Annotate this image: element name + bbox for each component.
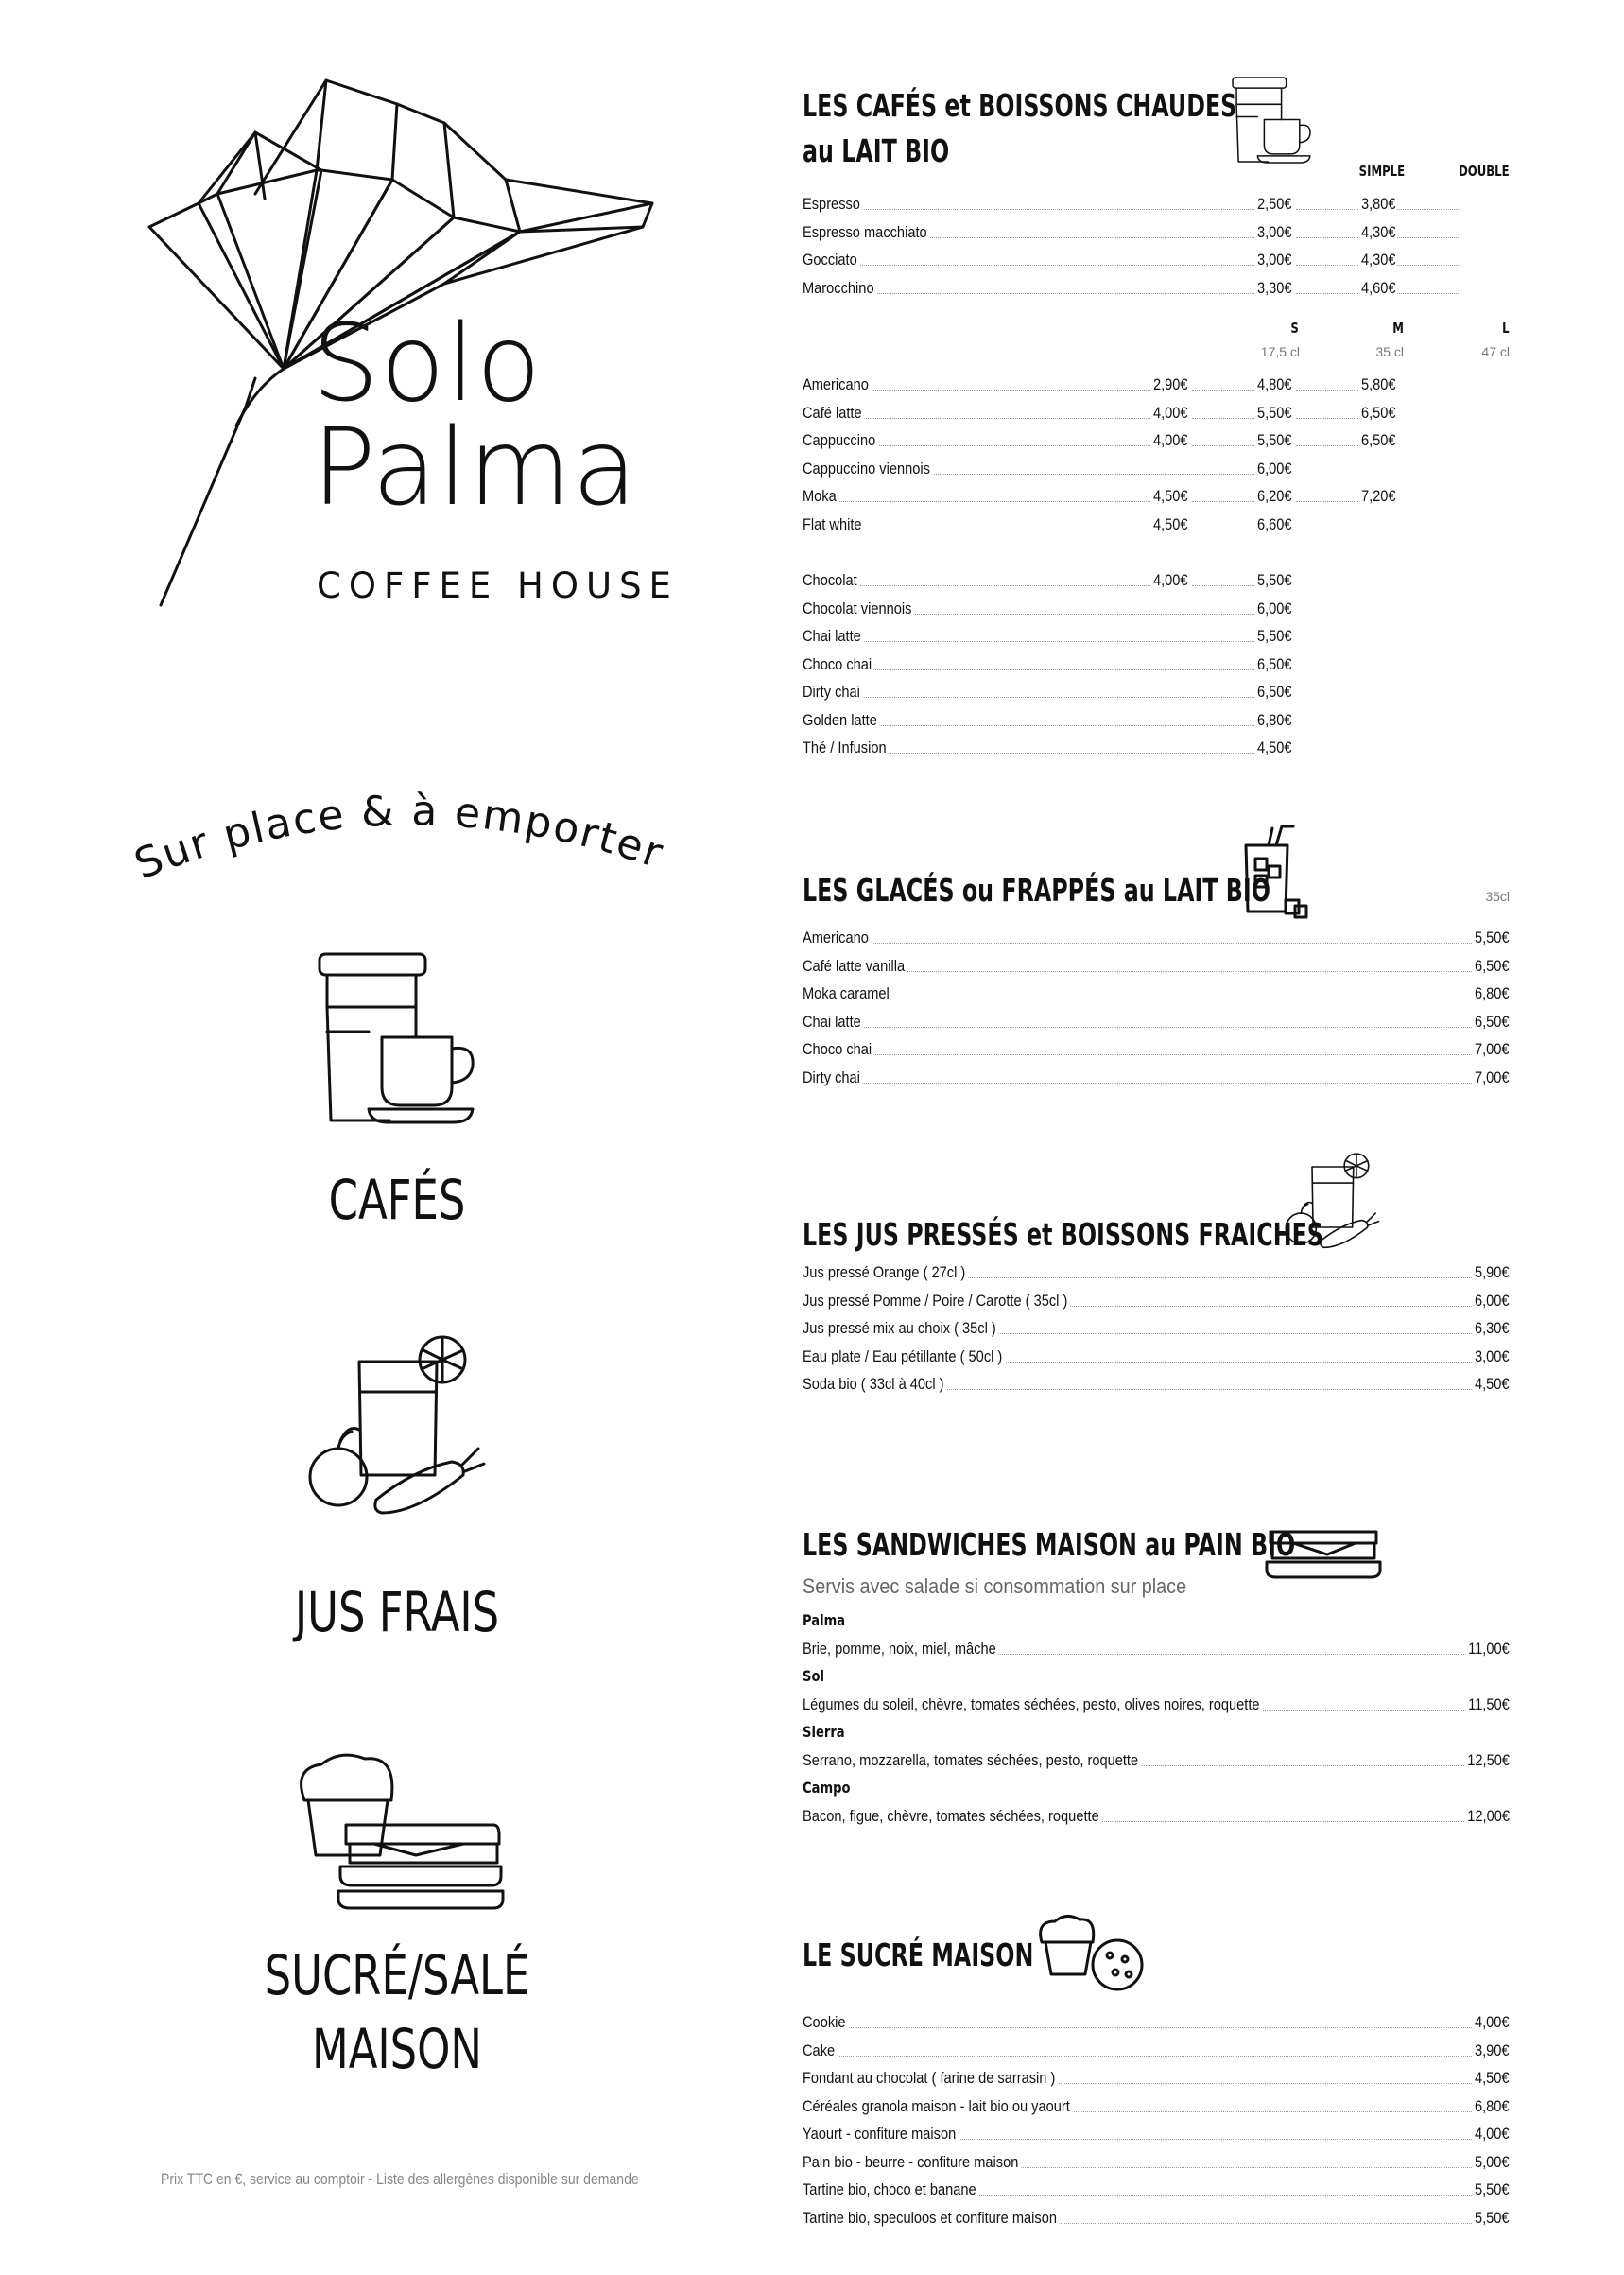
item-price: 5,50€ bbox=[1473, 2180, 1510, 2199]
item-name: Marocchino bbox=[803, 279, 876, 298]
coffee-cups-icon bbox=[1229, 76, 1320, 166]
menu-row bbox=[803, 2205, 1510, 2233]
menu-row bbox=[803, 456, 1510, 484]
item-name: Cappuccino viennois bbox=[803, 460, 933, 478]
menu-row bbox=[803, 191, 1510, 219]
sandwich-group bbox=[803, 1663, 1510, 1692]
item-name: Tartine bio, speculoos et confiture maison bbox=[803, 2209, 1060, 2228]
item-price: 7,00€ bbox=[1473, 1068, 1510, 1087]
menu-row bbox=[803, 1803, 1510, 1832]
menu-row bbox=[803, 1036, 1510, 1065]
item-name: Dirty chai bbox=[803, 683, 863, 702]
menu-row bbox=[803, 1371, 1510, 1399]
menu-row bbox=[803, 1065, 1510, 1093]
section-title-jus: LES JUS PRESSÉS et BOISSONS FRAICHES bbox=[803, 1216, 1323, 1253]
brand-name-line1: Solo bbox=[312, 303, 543, 425]
item-price-m: 6,80€ bbox=[1255, 711, 1292, 730]
category-label-sucre-sale bbox=[112, 1938, 682, 2086]
menu-row bbox=[803, 925, 1510, 953]
item-name: Fondant au chocolat ( farine de sarrasin ) bbox=[803, 2069, 1058, 2088]
item-price-m: 4,50€ bbox=[1255, 738, 1292, 757]
other-hot-drinks-list bbox=[803, 567, 1510, 763]
item-price-l: 7,20€ bbox=[1359, 487, 1396, 506]
item-price: 4,00€ bbox=[1473, 2125, 1510, 2144]
item-price-m: 6,20€ bbox=[1255, 487, 1292, 506]
menu-row bbox=[803, 2009, 1510, 2038]
item-name: Bacon, figue, chèvre, tomates séchées, roquette bbox=[803, 1807, 1101, 1826]
item-name: Choco chai bbox=[803, 655, 874, 674]
item-price: 5,00€ bbox=[1473, 2153, 1510, 2172]
item-price-m: 5,50€ bbox=[1255, 431, 1292, 450]
item-price: 4,50€ bbox=[1473, 2069, 1510, 2088]
menu-row bbox=[803, 679, 1510, 707]
item-price-simple: 3,00€ bbox=[1255, 251, 1292, 269]
item-name: Americano bbox=[803, 929, 871, 947]
brand-name-line2: Palma bbox=[312, 407, 638, 530]
menu-row bbox=[803, 1747, 1510, 1776]
motto-text: Sur place & à emporter bbox=[128, 787, 670, 890]
menu-row bbox=[803, 1636, 1510, 1664]
muffin-sandwich-icon bbox=[284, 1749, 501, 1938]
brand-name bbox=[312, 303, 638, 530]
iced-drink-icon bbox=[1240, 825, 1308, 919]
item-price-double: 4,30€ bbox=[1359, 251, 1396, 269]
item-price-simple: 2,50€ bbox=[1255, 195, 1292, 214]
menu-row bbox=[803, 2121, 1510, 2149]
section-title-cafes-line2: au LAIT BIO bbox=[803, 132, 950, 169]
menu-row bbox=[803, 567, 1510, 596]
brand-tagline: COFFEE HOUSE bbox=[317, 565, 679, 606]
menu-row bbox=[803, 596, 1510, 624]
item-name: Chai latte bbox=[803, 627, 863, 646]
menu-row bbox=[803, 1009, 1510, 1037]
item-price-double: 4,30€ bbox=[1359, 223, 1396, 242]
col-head-size-s: S bbox=[1290, 320, 1299, 337]
item-name: Cake bbox=[803, 2041, 838, 2060]
juice-fruit-icon bbox=[302, 1333, 501, 1532]
menu-row bbox=[803, 400, 1510, 428]
menu-row bbox=[803, 2093, 1510, 2122]
item-price: 3,00€ bbox=[1473, 1347, 1510, 1366]
item-price-s: 4,00€ bbox=[1151, 431, 1188, 450]
item-name: Soda bio ( 33cl à 40cl ) bbox=[803, 1375, 946, 1394]
footer-note: Prix TTC en €, service au comptoir - Liste des allergènes disponible sur demande bbox=[161, 2171, 639, 2188]
menu-row bbox=[803, 219, 1510, 248]
menu-row bbox=[803, 2065, 1510, 2093]
item-price-m: 6,00€ bbox=[1255, 460, 1292, 478]
item-name: Légumes du soleil, chèvre, tomates séchées, pesto, olives noires, roquette bbox=[803, 1695, 1262, 1714]
item-name: Jus pressé Orange ( 27cl ) bbox=[803, 1263, 968, 1282]
menu-row bbox=[803, 427, 1510, 456]
item-price: 6,80€ bbox=[1473, 984, 1510, 1003]
item-price-m: 5,50€ bbox=[1255, 627, 1292, 646]
menu-row bbox=[803, 247, 1510, 275]
juices-list bbox=[803, 1259, 1510, 1399]
item-price: 6,00€ bbox=[1473, 1292, 1510, 1311]
item-name: Chai latte bbox=[803, 1013, 863, 1032]
item-price: 6,50€ bbox=[1473, 1013, 1510, 1032]
menu-row bbox=[803, 275, 1510, 304]
menu-row bbox=[803, 623, 1510, 651]
espresso-list bbox=[803, 191, 1510, 303]
svg-text:Sur place & à emporter bbox=[129, 787, 670, 889]
item-price-s: 4,00€ bbox=[1151, 404, 1188, 423]
sandwich-group bbox=[803, 1607, 1510, 1636]
menu-row bbox=[803, 1692, 1510, 1720]
item-name: Jus pressé mix au choix ( 35cl ) bbox=[803, 1319, 998, 1338]
item-name: Cappuccino bbox=[803, 431, 878, 450]
sandwich-group-name: Campo bbox=[803, 1779, 851, 1797]
category-label-sucre-sale-line2: MAISON bbox=[311, 2017, 483, 2081]
item-price-m: 6,50€ bbox=[1255, 655, 1292, 674]
item-name: Chocolat viennois bbox=[803, 599, 914, 618]
sandwich-group-name: Sierra bbox=[803, 1723, 845, 1741]
section-subtitle-sandwiches: Servis avec salade si consommation sur place bbox=[803, 1574, 1187, 1598]
sandwich-group bbox=[803, 1775, 1510, 1803]
item-price-m: 6,60€ bbox=[1255, 515, 1292, 534]
sandwich-group-name: Palma bbox=[803, 1611, 846, 1629]
item-name: Golden latte bbox=[803, 711, 879, 730]
item-price-m: 6,00€ bbox=[1255, 599, 1292, 618]
section-title-sandwiches: LES SANDWICHES MAISON au PAIN BIO bbox=[803, 1526, 1296, 1563]
item-name: Chocolat bbox=[803, 571, 859, 590]
item-price: 12,50€ bbox=[1465, 1751, 1510, 1770]
item-name: Brie, pomme, noix, miel, mâche bbox=[803, 1640, 998, 1658]
category-label-cafes: CAFÉS bbox=[328, 1168, 466, 1232]
item-price: 11,50€ bbox=[1466, 1695, 1510, 1714]
glaces-volume: 35cl bbox=[1485, 889, 1510, 904]
item-name: Espresso macchiato bbox=[803, 223, 929, 242]
menu-row bbox=[803, 707, 1510, 736]
item-name: Yaourt - confiture maison bbox=[803, 2125, 959, 2144]
menu-row bbox=[803, 2177, 1510, 2205]
item-name: Cookie bbox=[803, 2013, 848, 2032]
menu-row bbox=[803, 953, 1510, 981]
sweets-list bbox=[803, 2009, 1510, 2232]
milk-drinks-list bbox=[803, 372, 1510, 539]
category-label-jus: JUS FRAIS bbox=[294, 1580, 500, 1644]
item-name: Serrano, mozzarella, tomates séchées, pesto, roquette bbox=[803, 1751, 1141, 1770]
item-price-simple: 3,30€ bbox=[1255, 279, 1292, 298]
col-head-size-m: M bbox=[1392, 320, 1404, 337]
menu-row bbox=[803, 1344, 1510, 1372]
item-name: Americano bbox=[803, 375, 871, 394]
col-sub-vol-l: 47 cl bbox=[1481, 344, 1510, 359]
menu-row bbox=[803, 651, 1510, 680]
item-name: Tartine bio, choco et banane bbox=[803, 2180, 978, 2199]
item-name: Choco chai bbox=[803, 1040, 874, 1059]
item-price-m: 5,50€ bbox=[1255, 404, 1292, 423]
item-name: Flat white bbox=[803, 515, 864, 534]
item-name: Moka bbox=[803, 487, 838, 506]
item-price-s: 4,50€ bbox=[1151, 487, 1188, 506]
item-price: 12,00€ bbox=[1465, 1807, 1510, 1826]
col-head-double: DOUBLE bbox=[1459, 163, 1510, 180]
menu-row bbox=[803, 981, 1510, 1009]
item-name: Café latte bbox=[803, 404, 864, 423]
item-price: 4,00€ bbox=[1473, 2013, 1510, 2032]
item-name: Dirty chai bbox=[803, 1068, 863, 1087]
menu-row bbox=[803, 2149, 1510, 2178]
sandwich-group bbox=[803, 1719, 1510, 1747]
col-head-simple: SIMPLE bbox=[1358, 163, 1405, 180]
item-price-s: 4,50€ bbox=[1151, 515, 1188, 534]
item-name: Eau plate / Eau pétillante ( 50cl ) bbox=[803, 1347, 1005, 1366]
category-label-sucre-sale-line1: SUCRÉ/SALÉ bbox=[264, 1943, 530, 2007]
motto-curved-text bbox=[113, 756, 700, 927]
menu-row bbox=[803, 372, 1510, 400]
item-price: 5,50€ bbox=[1473, 929, 1510, 947]
item-price-l: 6,50€ bbox=[1359, 404, 1396, 423]
section-title-glaces: LES GLACÉS ou FRAPPÉS au LAIT BIO bbox=[803, 872, 1270, 909]
item-price-l: 5,80€ bbox=[1359, 375, 1396, 394]
item-price-s: 2,90€ bbox=[1151, 375, 1188, 394]
sandwich-icon bbox=[1265, 1528, 1382, 1581]
menu-row bbox=[803, 512, 1510, 540]
item-price: 11,00€ bbox=[1466, 1640, 1510, 1658]
item-price: 5,50€ bbox=[1473, 2209, 1510, 2228]
col-sub-vol-m: 35 cl bbox=[1375, 344, 1404, 359]
item-name: Espresso bbox=[803, 195, 863, 214]
juice-fruit-icon bbox=[1282, 1152, 1388, 1258]
coffee-cups-icon bbox=[312, 950, 492, 1130]
sandwiches-list bbox=[803, 1607, 1510, 1831]
menu-row bbox=[803, 1288, 1510, 1316]
col-sub-vol-s: 17,5 cl bbox=[1260, 344, 1300, 359]
section-title-sucre: LE SUCRÉ MAISON bbox=[803, 1936, 1034, 1973]
item-name: Céréales granola maison - lait bio ou yaourt bbox=[803, 2097, 1072, 2116]
iced-drinks-list bbox=[803, 925, 1510, 1092]
col-head-size-l: L bbox=[1502, 320, 1510, 337]
item-name: Café latte vanilla bbox=[803, 957, 907, 976]
item-price: 3,90€ bbox=[1473, 2041, 1510, 2060]
menu-row bbox=[803, 1259, 1510, 1288]
section-title-cafes-line1: LES CAFÉS et BOISSONS CHAUDES bbox=[803, 87, 1237, 124]
menu-row bbox=[803, 735, 1510, 763]
item-price: 6,30€ bbox=[1473, 1319, 1510, 1338]
item-price-m: 4,80€ bbox=[1255, 375, 1292, 394]
item-name: Pain bio - beurre - confiture maison bbox=[803, 2153, 1021, 2172]
item-price: 7,00€ bbox=[1473, 1040, 1510, 1059]
item-price: 6,80€ bbox=[1473, 2097, 1510, 2116]
item-price-simple: 3,00€ bbox=[1255, 223, 1292, 242]
item-price-l: 6,50€ bbox=[1359, 431, 1396, 450]
item-name: Jus pressé Pomme / Poire / Carotte ( 35cl ) bbox=[803, 1292, 1070, 1311]
item-name: Moka caramel bbox=[803, 984, 891, 1003]
menu-row bbox=[803, 2038, 1510, 2066]
item-price-double: 3,80€ bbox=[1359, 195, 1396, 214]
item-price-s: 4,00€ bbox=[1151, 571, 1188, 590]
menu-row bbox=[803, 1315, 1510, 1344]
item-price-double: 4,60€ bbox=[1359, 279, 1396, 298]
item-price: 4,50€ bbox=[1473, 1375, 1510, 1394]
item-price-m: 6,50€ bbox=[1255, 683, 1292, 702]
item-price: 5,90€ bbox=[1473, 1263, 1510, 1282]
menu-row bbox=[803, 483, 1510, 512]
item-name: Gocciato bbox=[803, 251, 859, 269]
item-name: Thé / Infusion bbox=[803, 738, 889, 757]
sandwich-group-name: Sol bbox=[803, 1667, 824, 1685]
section-title-cafes bbox=[803, 83, 1236, 174]
item-price: 6,50€ bbox=[1473, 957, 1510, 976]
muffin-cookie-icon bbox=[1036, 1914, 1146, 1993]
item-price-m: 5,50€ bbox=[1255, 571, 1292, 590]
